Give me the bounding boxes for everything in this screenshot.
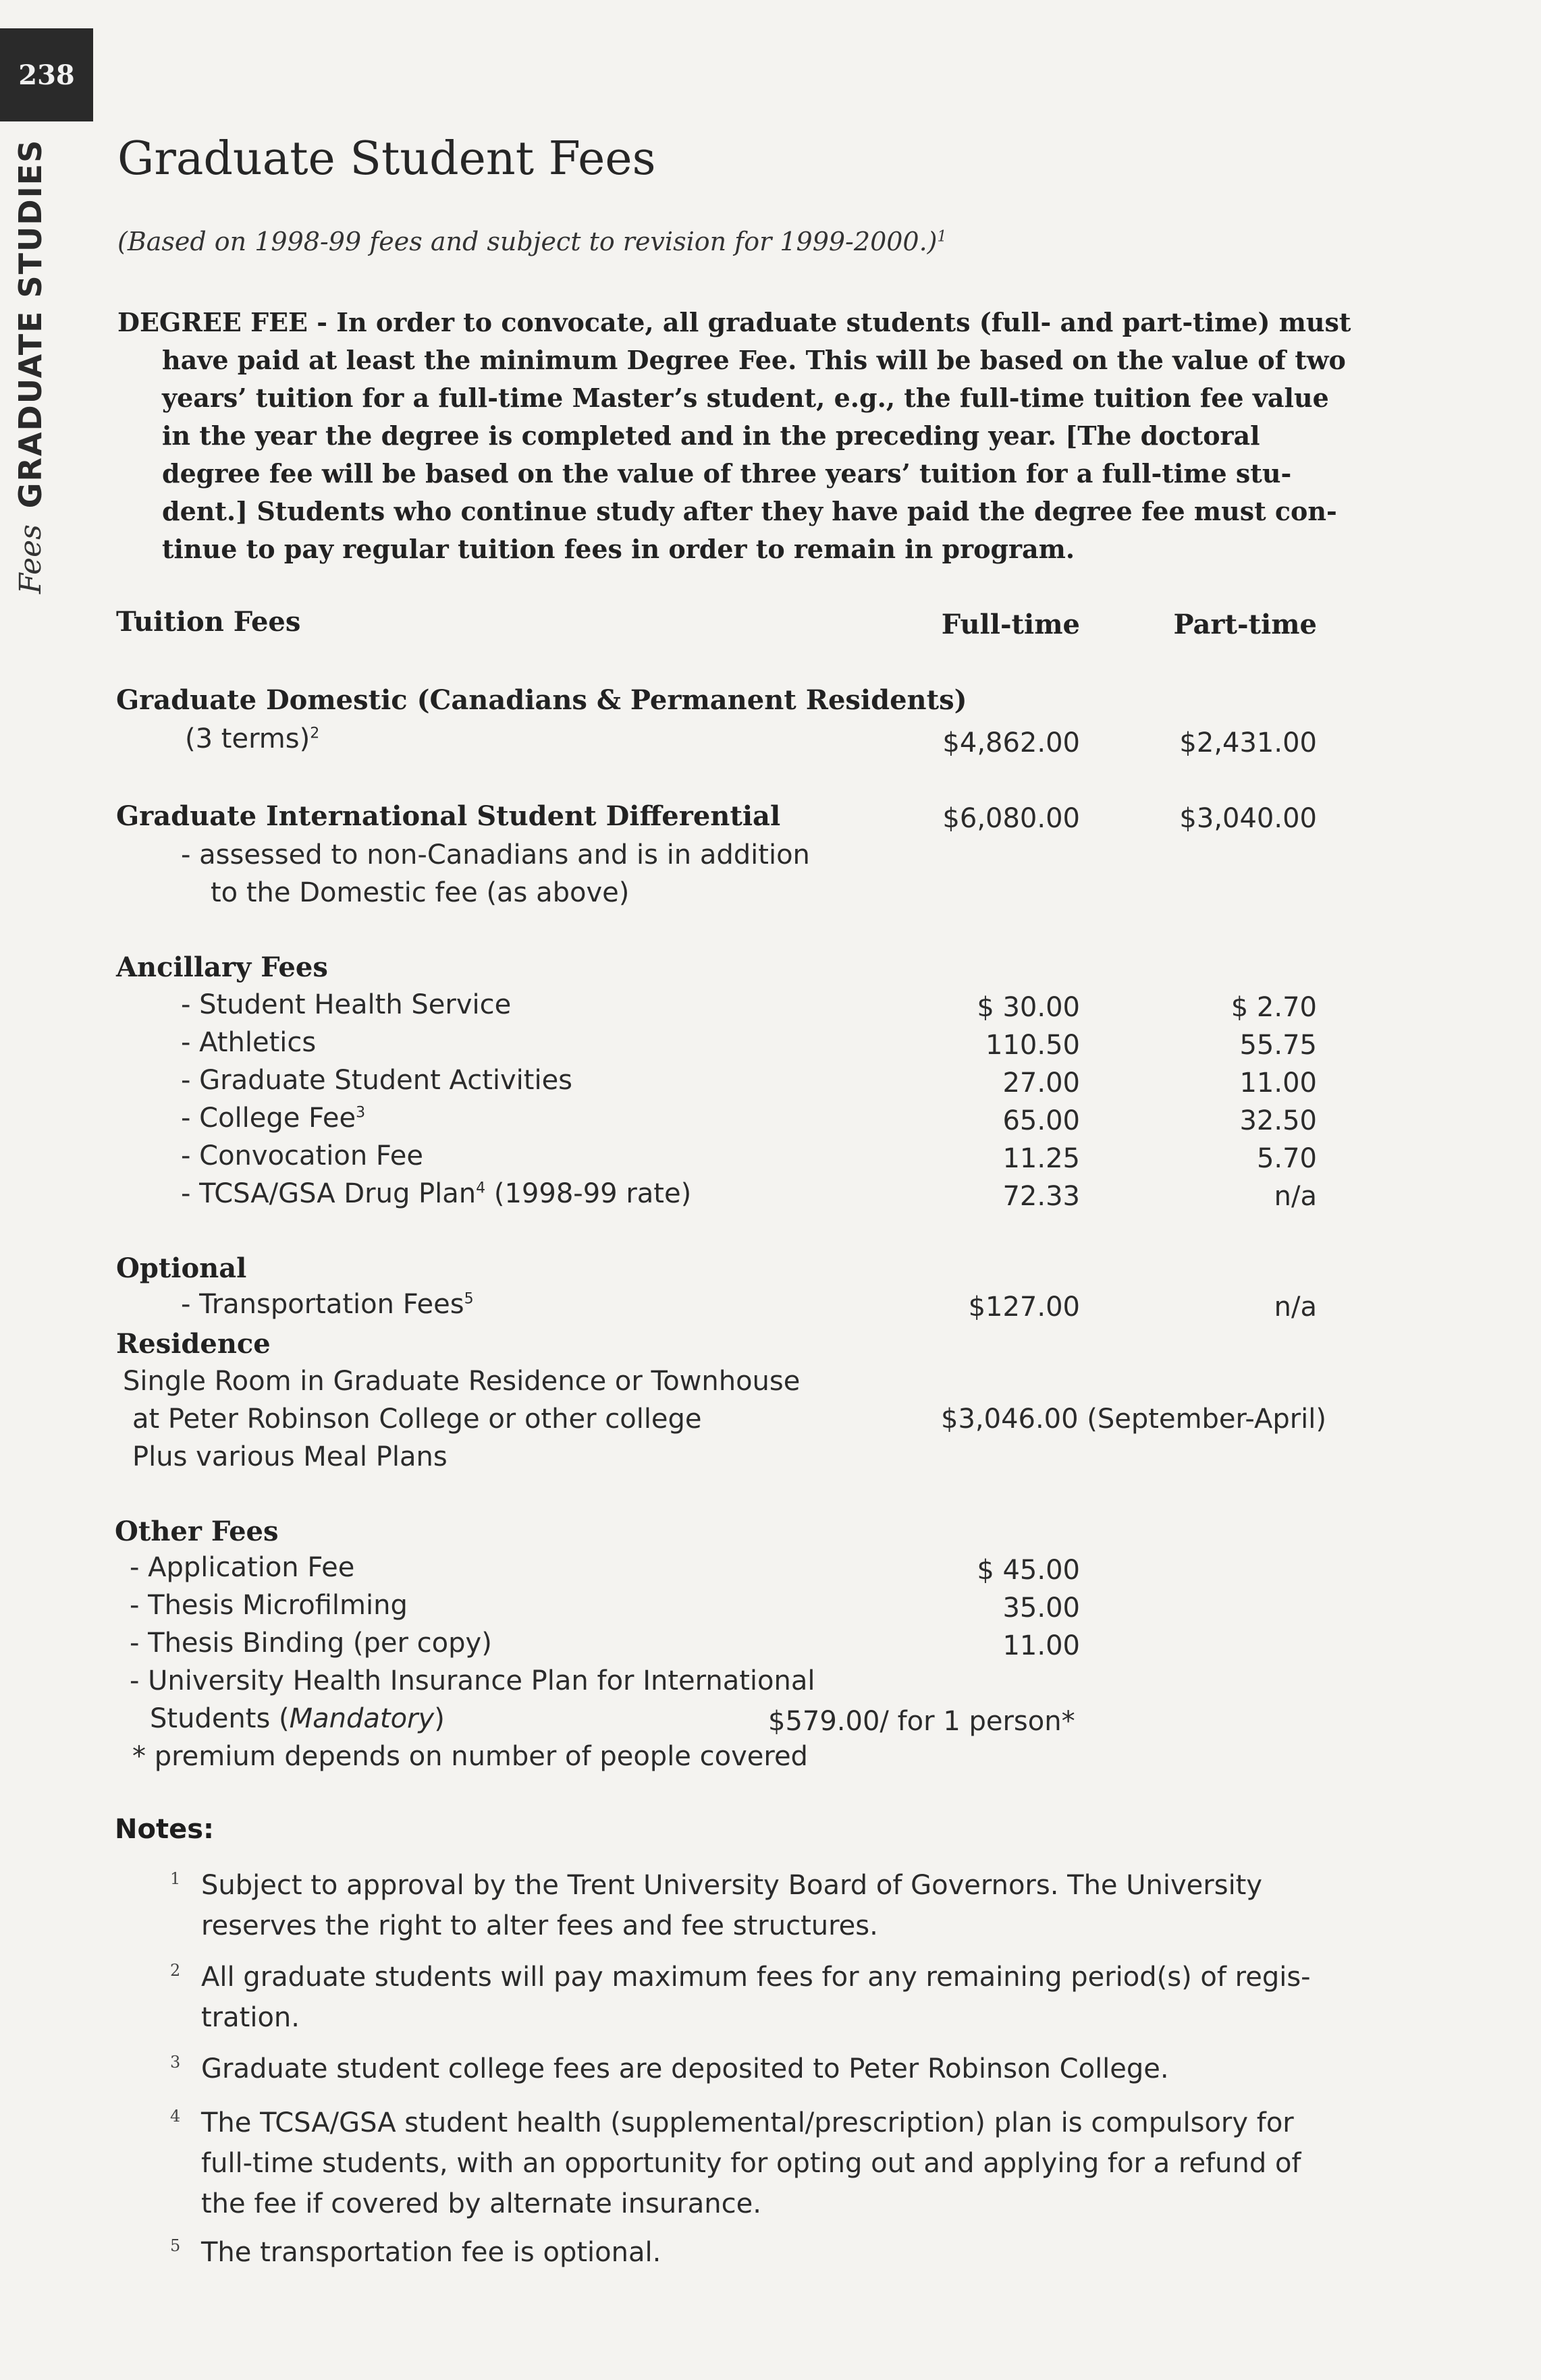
tuition-fees-heading: Tuition Fees bbox=[116, 606, 301, 638]
domestic-terms-text: (3 terms) bbox=[185, 723, 310, 754]
note-number: 1 bbox=[170, 1869, 181, 1888]
ancillary-fees-heading: Ancillary Fees bbox=[116, 951, 328, 983]
ancillary-part-time-fee: 11.00 bbox=[1239, 1068, 1317, 1099]
ancillary-fee-text: - TCSA/GSA Drug Plan bbox=[181, 1178, 477, 1209]
note-number: 3 bbox=[170, 2053, 181, 2072]
ancillary-full-time-fee: 27.00 bbox=[1002, 1068, 1080, 1099]
ancillary-fee-label bbox=[181, 1103, 365, 1134]
ancillary-fee-note: (1998-99 rate) bbox=[485, 1178, 692, 1209]
footnote-mark: 4 bbox=[476, 1180, 486, 1197]
degree-fee-line: tinue to pay regular tuition fees in order to remain in program. bbox=[162, 534, 1075, 564]
uhip-fee: $579.00/ for 1 person* bbox=[768, 1706, 1075, 1737]
ancillary-full-time-fee: 110.50 bbox=[985, 1030, 1080, 1061]
degree-fee-line: DEGREE FEE - In order to convocate, all graduate students (full- and part-time) must bbox=[117, 307, 1351, 337]
premium-note: * premium depends on number of people covered bbox=[132, 1741, 808, 1772]
international-note-line: - assessed to non-Canadians and is in addition bbox=[181, 839, 810, 870]
note-text: The transportation fee is optional. bbox=[201, 2237, 661, 2268]
footnote-mark: 3 bbox=[356, 1104, 366, 1122]
ancillary-full-time-fee: 65.00 bbox=[1002, 1105, 1080, 1136]
other-fee-label: - Thesis Binding (per copy) bbox=[130, 1628, 492, 1659]
column-header-full-time: Full-time bbox=[941, 609, 1080, 640]
transportation-part-time-fee: n/a bbox=[1274, 1292, 1317, 1323]
degree-fee-paragraph bbox=[117, 304, 1359, 568]
degree-fee-line: in the year the degree is completed and in the preceding year. [The doctoral bbox=[162, 420, 1260, 451]
other-fee-amount: $ 45.00 bbox=[977, 1555, 1080, 1586]
residence-line: Single Room in Graduate Residence or Townhouse bbox=[123, 1366, 801, 1397]
residence-heading: Residence bbox=[116, 1328, 271, 1360]
page-subtitle bbox=[117, 227, 947, 256]
international-full-time-fee: $6,080.00 bbox=[942, 803, 1080, 834]
international-part-time-fee: $3,040.00 bbox=[1179, 803, 1317, 834]
uhip-line-mandatory bbox=[150, 1703, 445, 1734]
uhip-mandatory-text: Mandatory bbox=[289, 1703, 435, 1734]
other-fees-heading: Other Fees bbox=[115, 1516, 279, 1547]
note-text: Graduate student college fees are deposited to Peter Robinson College. bbox=[201, 2053, 1169, 2084]
residence-line: Plus various Meal Plans bbox=[132, 1441, 448, 1472]
page-number: 238 bbox=[0, 28, 93, 121]
international-note-line: to the Domestic fee (as above) bbox=[211, 877, 630, 908]
uhip-students-text: Students ( bbox=[150, 1703, 290, 1734]
uhip-line: - University Health Insurance Plan for International bbox=[130, 1665, 815, 1696]
transportation-full-time-fee: $127.00 bbox=[968, 1292, 1080, 1323]
note-number: 2 bbox=[170, 1961, 181, 1980]
notes-heading: Notes: bbox=[115, 1814, 215, 1845]
ancillary-fee-text: - College Fee bbox=[181, 1103, 356, 1134]
domestic-terms bbox=[185, 723, 319, 754]
ancillary-full-time-fee: 72.33 bbox=[1002, 1181, 1080, 1212]
ancillary-fee-text: - Student Health Service bbox=[181, 989, 512, 1020]
domestic-label: Graduate Domestic (Canadians & Permanent Residents) bbox=[116, 684, 967, 716]
optional-heading: Optional bbox=[116, 1252, 247, 1284]
ancillary-fee-text: - Convocation Fee bbox=[181, 1140, 423, 1171]
residence-fee: $3,046.00 (September-April) bbox=[941, 1404, 1327, 1435]
ancillary-fee-text: - Athletics bbox=[181, 1027, 317, 1058]
uhip-close-paren: ) bbox=[434, 1703, 445, 1734]
footnote-mark: 2 bbox=[310, 725, 320, 742]
note-text: The TCSA/GSA student health (supplemental/prescription) plan is compulsory for full-time students, with an opportunity for opting out and applying for a refund of the fee if covered by alternate insurance. bbox=[201, 2107, 1301, 2219]
page-title: Graduate Student Fees bbox=[117, 132, 656, 186]
note-text: All graduate students will pay maximum fees for any remaining period(s) of regis-tration. bbox=[201, 1962, 1311, 2033]
ancillary-part-time-fee: 55.75 bbox=[1239, 1030, 1317, 1061]
side-section-label: Fees bbox=[13, 524, 48, 594]
transportation-fee-label bbox=[181, 1289, 474, 1320]
ancillary-fee-label bbox=[181, 1140, 423, 1171]
other-fee-amount: 35.00 bbox=[1002, 1593, 1080, 1624]
domestic-part-time-fee: $2,431.00 bbox=[1179, 727, 1317, 758]
transportation-fee-text: - Transportation Fees bbox=[181, 1289, 464, 1320]
ancillary-part-time-fee: $ 2.70 bbox=[1231, 992, 1317, 1023]
ancillary-part-time-fee: 32.50 bbox=[1239, 1105, 1317, 1136]
other-fee-label: - Application Fee bbox=[130, 1552, 355, 1583]
ancillary-full-time-fee: $ 30.00 bbox=[977, 992, 1080, 1023]
column-header-part-time: Part-time bbox=[1173, 609, 1317, 640]
degree-fee-line: degree fee will be based on the value of three years’ tuition for a full-time stu- bbox=[162, 458, 1292, 489]
other-fee-amount: 11.00 bbox=[1002, 1630, 1080, 1661]
international-label: Graduate International Student Differential bbox=[116, 800, 781, 832]
subtitle-text: (Based on 1998-99 fees and subject to revision for 1999-2000.) bbox=[117, 227, 938, 256]
note-number: 5 bbox=[170, 2236, 181, 2255]
ancillary-fee-text: - Graduate Student Activities bbox=[181, 1065, 573, 1096]
ancillary-fee-label bbox=[181, 989, 511, 1020]
degree-fee-line: have paid at least the minimum Degree Fee. This will be based on the value of two bbox=[162, 345, 1346, 375]
domestic-full-time-fee: $4,862.00 bbox=[942, 727, 1080, 758]
ancillary-part-time-fee: 5.70 bbox=[1256, 1143, 1317, 1174]
side-chapter-label: GRADUATE STUDIES bbox=[12, 138, 49, 509]
ancillary-part-time-fee: n/a bbox=[1274, 1181, 1317, 1212]
residence-line: at Peter Robinson College or other college bbox=[132, 1404, 702, 1435]
side-running-head bbox=[7, 138, 54, 594]
ancillary-fee-label bbox=[181, 1027, 316, 1058]
ancillary-fee-label bbox=[181, 1065, 572, 1096]
footnote-mark: 5 bbox=[464, 1290, 474, 1308]
degree-fee-line: dent.] Students who continue study after they have paid the degree fee must con- bbox=[162, 496, 1337, 526]
other-fee-label: - Thesis Microfilming bbox=[130, 1590, 408, 1621]
note-number: 4 bbox=[170, 2107, 181, 2126]
note-text: Subject to approval by the Trent University Board of Governors. The University reserves the right to alter fees and fee structures. bbox=[201, 1870, 1263, 1941]
ancillary-full-time-fee: 11.25 bbox=[1002, 1143, 1080, 1174]
degree-fee-line: years’ tuition for a full-time Master’s student, e.g., the full-time tuition fee value bbox=[162, 383, 1329, 413]
ancillary-fee-label bbox=[181, 1178, 691, 1209]
subtitle-footnote-mark: 1 bbox=[937, 228, 947, 246]
